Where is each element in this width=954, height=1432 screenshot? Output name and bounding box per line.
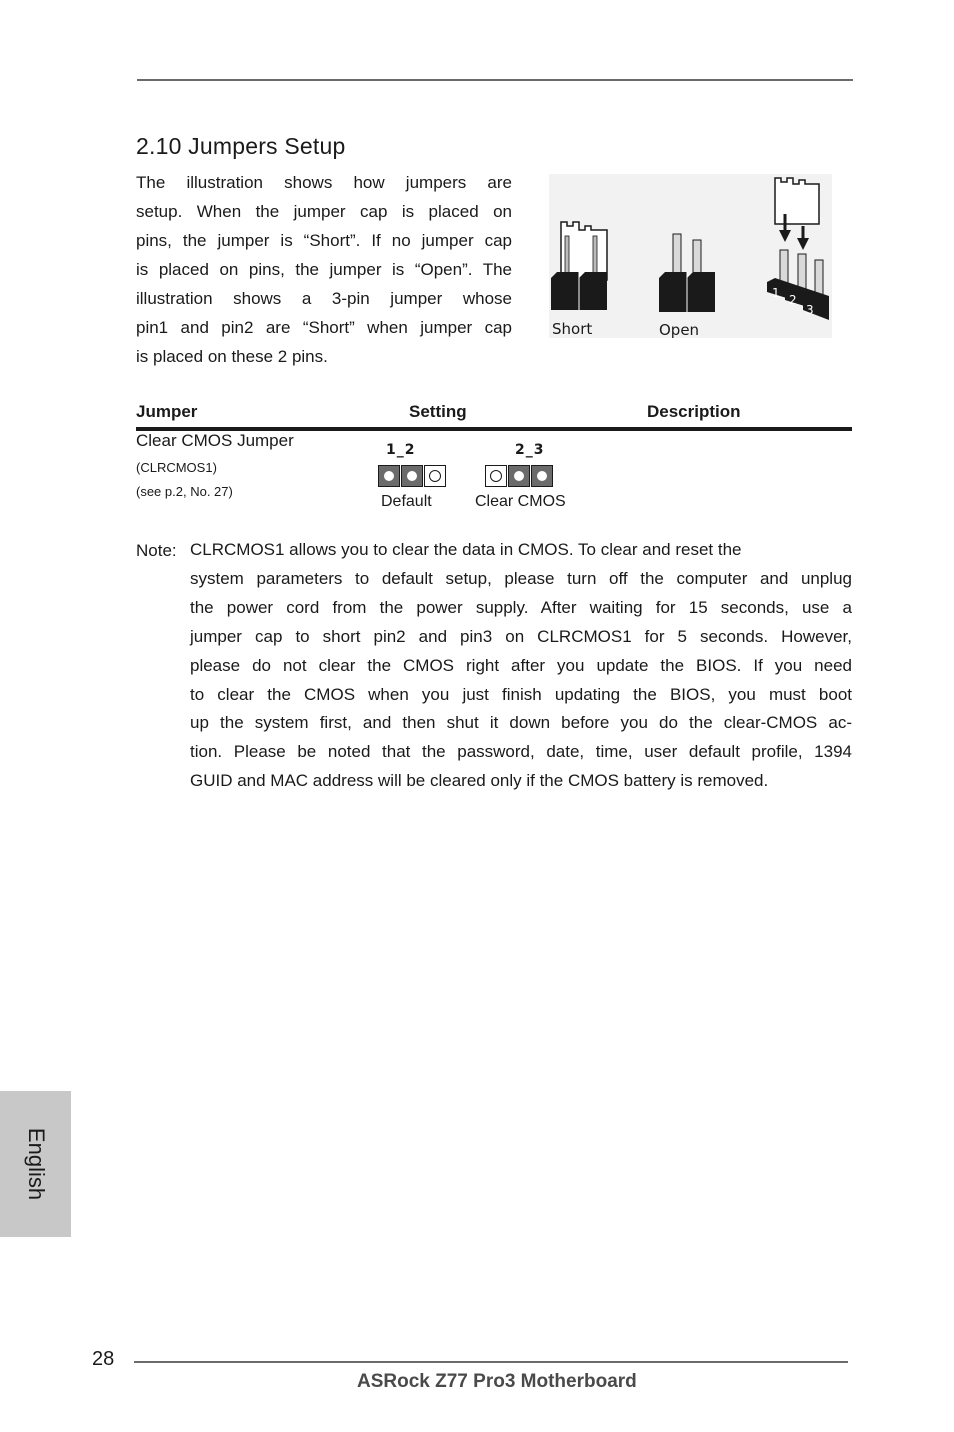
setting-clear-caption: Clear CMOS	[475, 493, 566, 510]
open-jumper-graphic	[659, 234, 715, 312]
note-label: Note:	[136, 541, 177, 560]
note-line: GUID and MAC address will be cleared only if the CMOS battery is removed.	[190, 771, 769, 791]
top-rule	[137, 79, 853, 81]
jumper-page-ref: (see p.2, No. 27)	[136, 484, 233, 499]
intro-line: is placed on these 2 pins.	[136, 347, 328, 366]
bottom-rule	[134, 1361, 848, 1363]
note-line: please do not clear the CMOS right after you update the BIOS. If you need	[190, 655, 852, 675]
footer-product: ASRock Z77 Pro3 Motherboard	[357, 1371, 637, 1392]
jumper-default-setting-icon	[378, 465, 447, 487]
pin-cell	[378, 465, 400, 487]
note-paragraph	[190, 536, 852, 796]
setting-clear-pins-label: 2_3	[515, 442, 545, 458]
pin-cell	[424, 465, 446, 487]
jumper-clear-setting-icon	[485, 465, 554, 487]
language-label: English	[23, 1127, 49, 1201]
table-header-description: Description	[647, 402, 741, 421]
pin-number-1: 1	[772, 286, 780, 300]
pin-cell	[531, 465, 553, 487]
note-line: jumper cap to short pin2 and pin3 on CLRCMOS1 for 5 seconds. However,	[190, 626, 852, 646]
jumper-illustration	[549, 174, 832, 338]
intro-line: The illustration shows how jumpers are	[136, 173, 512, 192]
pin-cell	[508, 465, 530, 487]
note-line: to clear the CMOS when you just finish updating the BIOS, you must boot	[190, 684, 852, 704]
setting-default-pins-label: 1_2	[386, 442, 416, 458]
intro-line: setup. When the jumper cap is placed on	[136, 202, 512, 221]
note-line: up the system first, and then shut it down before you do the clear-CMOS ac-	[190, 713, 852, 733]
note-line: system parameters to default setup, please turn off the computer and unplug	[190, 568, 852, 588]
jumper-id: (CLRCMOS1)	[136, 460, 217, 475]
jumper-name: Clear CMOS Jumper	[136, 431, 294, 450]
intro-line: pins, the jumper is “Short”. If no jumper cap	[136, 231, 512, 250]
note-line: the power cord from the power supply. After waiting for 15 seconds, use a	[190, 597, 852, 617]
pin-cell	[485, 465, 507, 487]
short-jumper-graphic	[551, 222, 607, 310]
pin-number-3: 3	[806, 303, 814, 317]
jumper-illustration-svg	[549, 174, 832, 338]
table-header-setting: Setting	[409, 402, 467, 421]
setting-default-caption: Default	[381, 493, 432, 510]
note-line: CLRCMOS1 allows you to clear the data in CMOS. To clear and reset the	[190, 540, 742, 559]
page-number: 28	[92, 1348, 115, 1370]
intro-line: illustration shows a 3-pin jumper whose	[136, 289, 512, 308]
short-label: Short	[552, 320, 593, 338]
intro-line: is placed on pins, the jumper is “Open”. The	[136, 260, 512, 279]
intro-line: pin1 and pin2 are “Short” when jumper cap	[136, 318, 512, 337]
intro-paragraph	[136, 168, 512, 371]
section-title: 2.10 Jumpers Setup	[136, 133, 346, 159]
open-label: Open	[659, 321, 700, 338]
note-line: tion. Please be noted that the password, date, time, user default profile, 1394	[190, 742, 852, 762]
pin-number-2: 2	[789, 293, 797, 307]
pin-cell	[401, 465, 423, 487]
table-header-jumper: Jumper	[136, 402, 198, 421]
language-tab	[0, 1091, 71, 1237]
